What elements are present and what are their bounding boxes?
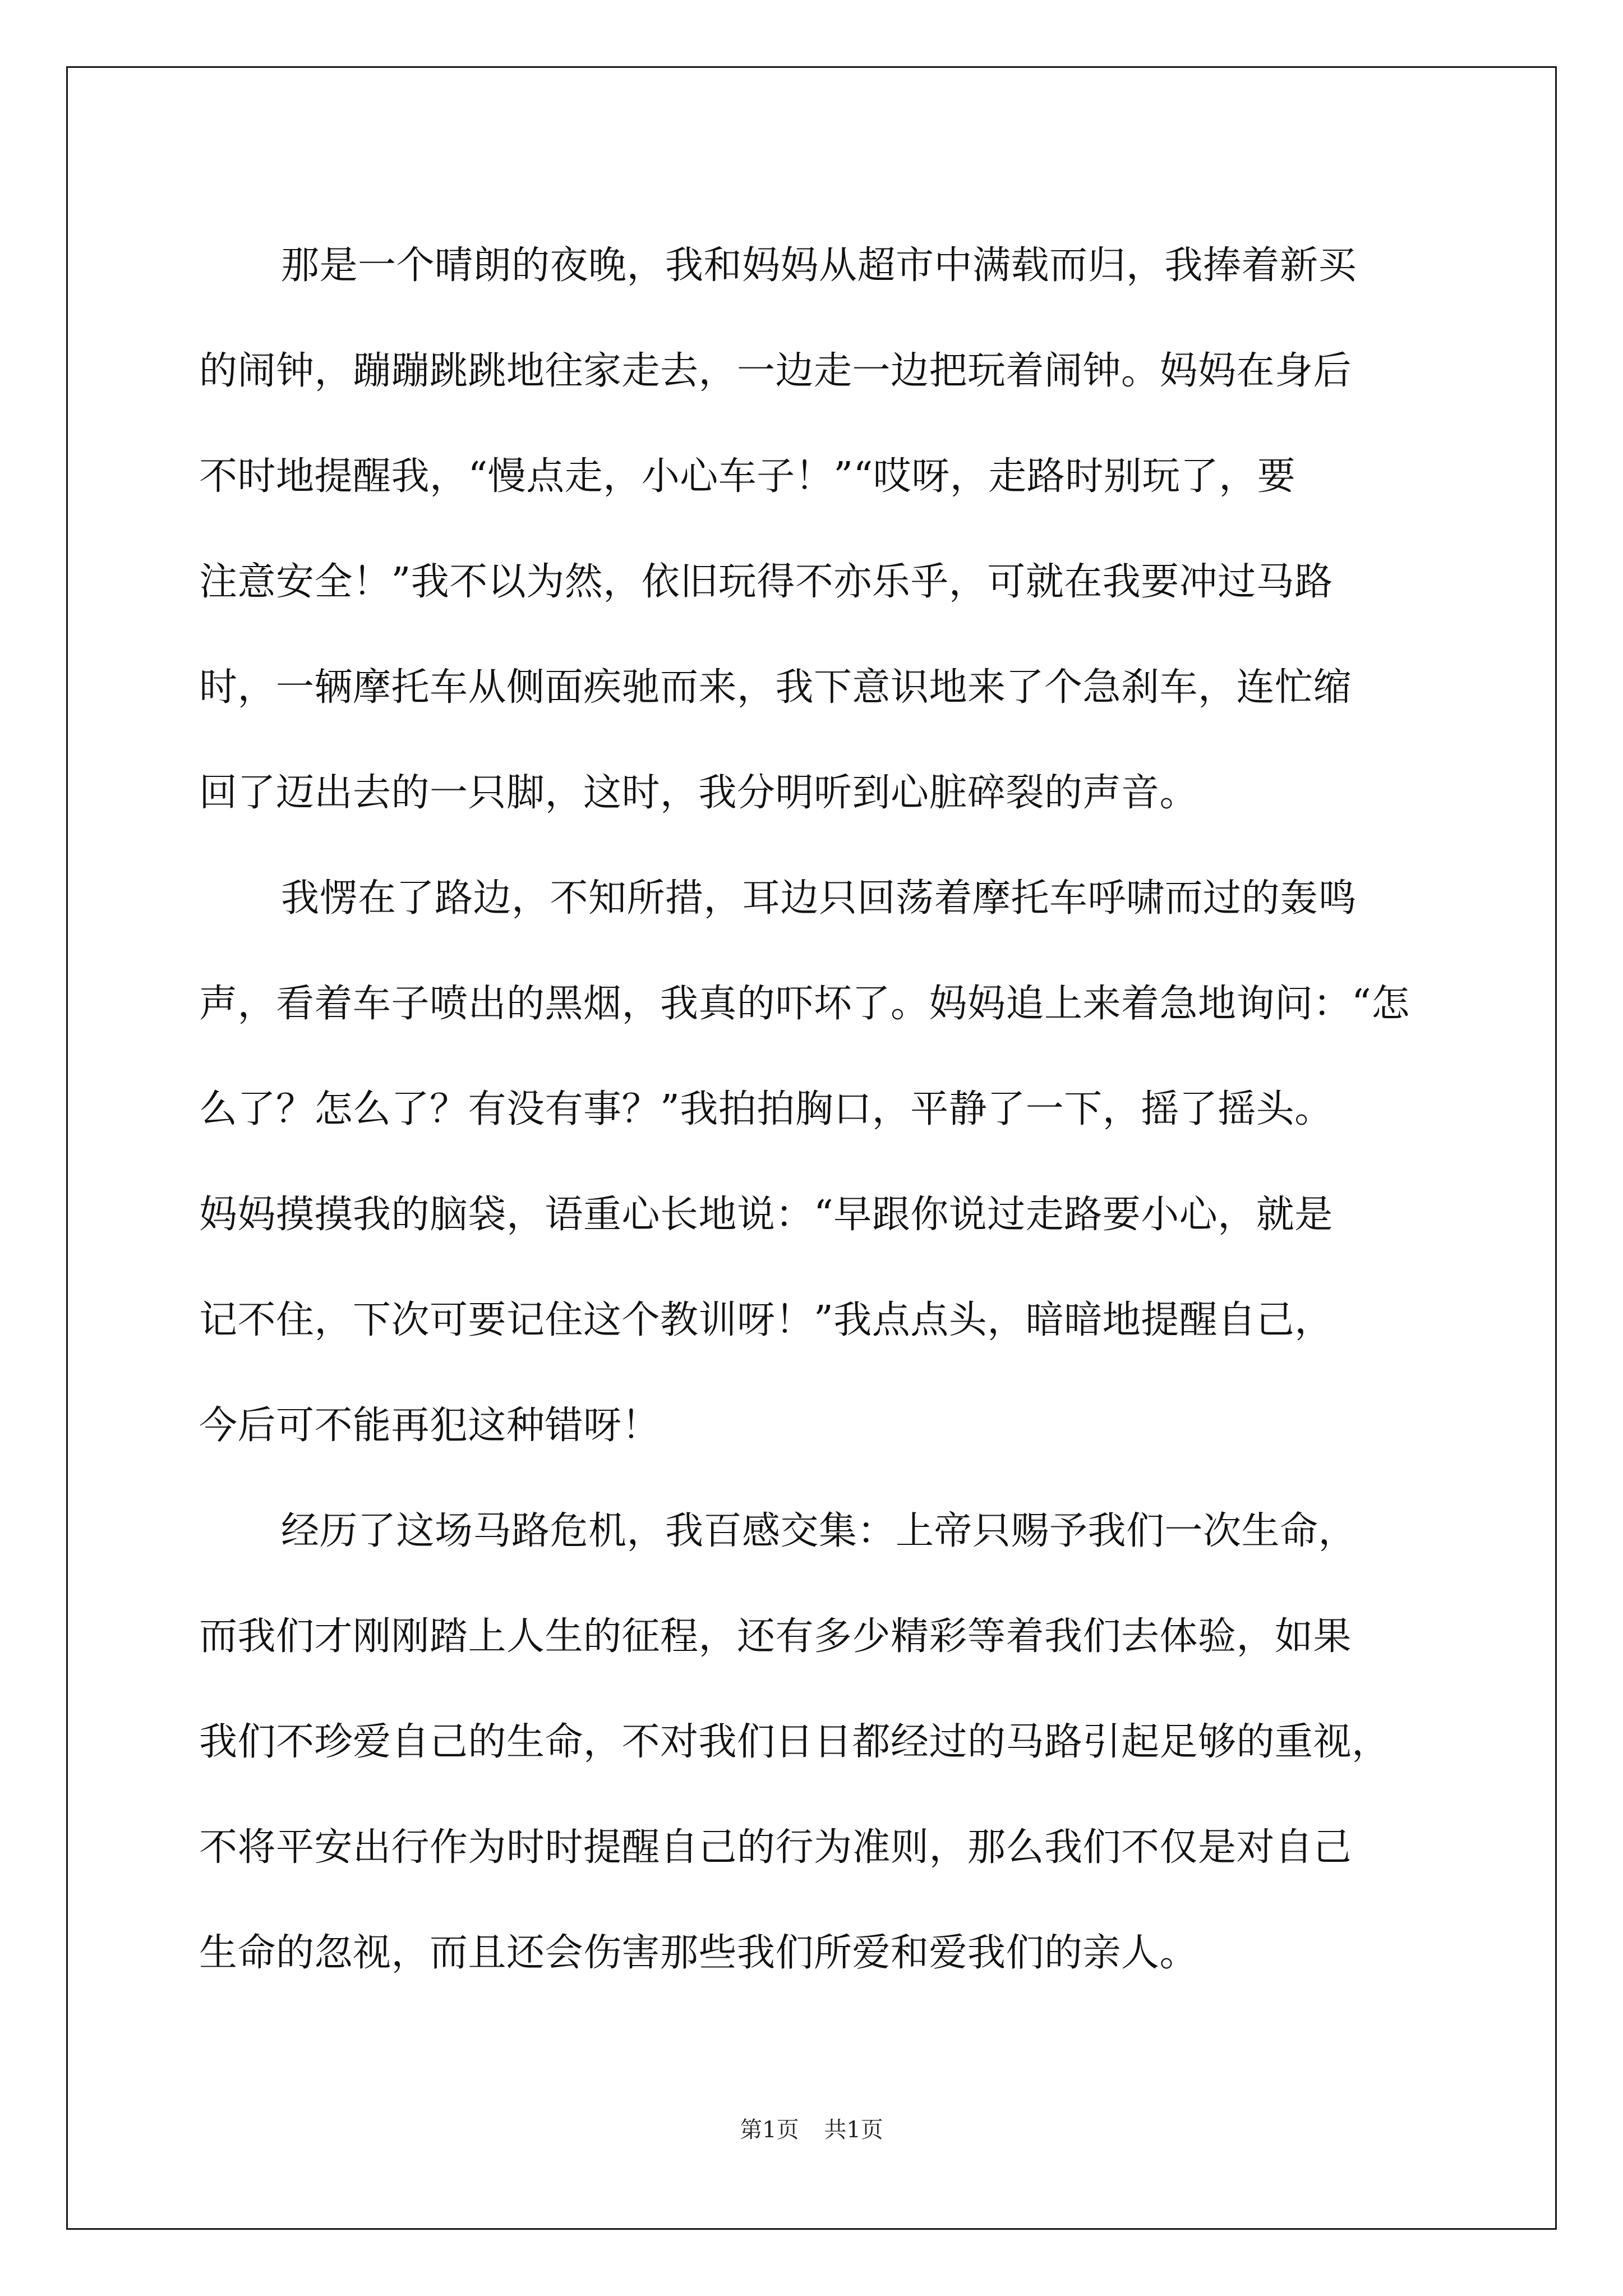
paragraph-2 [199, 846, 1427, 1479]
paragraph-line: 声，看着车子喷出的黑烟，我真的吓坏了。妈妈追上来着急地询问：“怎 [199, 982, 1410, 1026]
paragraph-line: 记不住，下次可要记住这个教训呀！”我点点头，暗暗地提醒自己， [199, 1298, 1333, 1342]
paragraph-line: 而我们才刚刚踏上人生的征程，还有多少精彩等着我们去体验，如果 [199, 1614, 1352, 1659]
page-number-total: 共1页 [824, 2117, 883, 2143]
page-footer [0, 2112, 1623, 2144]
paragraph-line: 回了迈出去的一只脚，这时，我分明听到心脏碎裂的声音。 [199, 771, 1198, 815]
paragraph-line: 那是一个晴朗的夜晚，我和妈妈从超市中满载而归，我捧着新买 [281, 243, 1357, 288]
paragraph-line: 今后可不能再犯这种错呀！ [199, 1404, 661, 1448]
paragraph-3 [199, 1479, 1427, 2006]
paragraph-line: 么了？怎么了？有没有事？”我拍拍胸口，平静了一下，摇了摇头。 [199, 1087, 1333, 1131]
paragraph-line: 不时地提醒我，“慢点走，小心车子！”“哎呀，走路时别玩了，要 [199, 454, 1296, 499]
paragraph-line: 不将平安出行作为时时提醒自己的行为准则，那么我们不仅是对自己 [199, 1825, 1352, 1870]
paragraph-line: 经历了这场马路危机，我百感交集：上帝只赐予我们一次生命， [281, 1509, 1357, 1553]
paragraph-line: 生命的忽视，而且还会伤害那些我们所爱和爱我们的亲人。 [199, 1931, 1198, 1975]
paragraph-line: 我们不珍爱自己的生命，不对我们日日都经过的马路引起足够的重视， [199, 1720, 1390, 1764]
paragraph-line: 我愣在了路边，不知所措，耳边只回荡着摩托车呼啸而过的轰鸣 [281, 876, 1357, 921]
paragraph-line: 的闹钟，蹦蹦跳跳地往家走去，一边走一边把玩着闹钟。妈妈在身后 [199, 349, 1352, 393]
paragraph-line: 注意安全！”我不以为然，依旧玩得不亦乐乎，可就在我要冲过马路 [199, 560, 1333, 604]
paragraph-line: 时，一辆摩托车从侧面疾驰而来，我下意识地来了个急刹车，连忙缩 [199, 665, 1352, 710]
paragraph-line: 妈妈摸摸我的脑袋，语重心长地说：“早跟你说过走路要小心，就是 [199, 1193, 1333, 1237]
page-number-current: 第1页 [740, 2117, 799, 2143]
document-body [199, 213, 1427, 2006]
paragraph-1 [199, 213, 1427, 846]
